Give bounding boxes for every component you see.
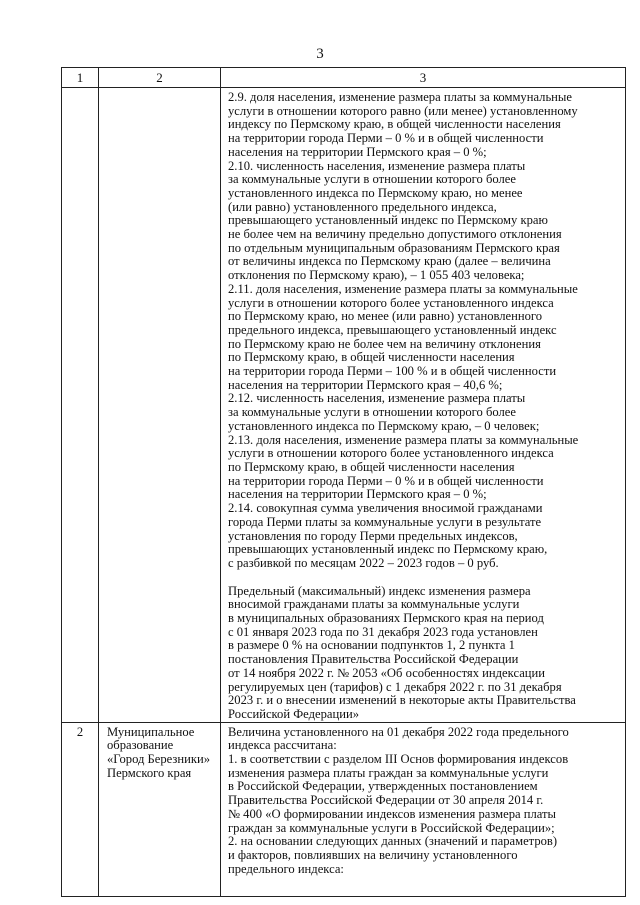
- row2-content-cell: [221, 722, 626, 896]
- region-line: Муниципальное: [107, 724, 195, 739]
- text-line: на территории города Перми – 0 % и в общей численности: [228, 131, 544, 146]
- text-line: постановления Правительства Российской Федерации: [228, 652, 519, 667]
- text-line: в муниципальных образованиях Пермского края на период: [228, 611, 544, 626]
- text-line: установленного индекса по Пермскому краю, – 0 человек;: [228, 418, 540, 433]
- row2-region-cell: [99, 722, 221, 896]
- text-line: в размере 0 % на основании подпунктов 1, 2 пункта 1: [228, 638, 515, 653]
- text-line: на территории города Перми – 0 % и в общей численности: [228, 473, 544, 488]
- text-line: по Пермскому краю не более чем на величину отклонения: [228, 336, 541, 351]
- text-line: не более чем на величину предельно допустимого отклонения: [228, 227, 562, 242]
- table-row: [62, 88, 626, 723]
- municipality-name: [107, 726, 216, 781]
- text-line: города Перми платы за коммунальные услуги в результате: [228, 514, 542, 529]
- row1-region-cell: [99, 88, 221, 723]
- text-line: предельного индекса:: [228, 861, 344, 876]
- text-line: 2.13. доля населения, изменение размера платы за коммунальные: [228, 432, 579, 447]
- text-line: установленного индекса по Пермскому краю, но менее: [228, 185, 523, 200]
- text-line: граждан за коммунальные услуги в Российской Федерации»;: [228, 820, 555, 835]
- text-line: Величина установленного на 01 декабря 2022 года предельного: [228, 724, 569, 739]
- text-line: превышающего установленный индекс по Пермскому краю: [228, 213, 548, 228]
- header-col-1: 1: [62, 68, 99, 88]
- text-line: 2.9. доля населения, изменение размера платы за коммунальные: [228, 90, 572, 104]
- text-line: Российской Федерации»: [228, 706, 359, 721]
- text-line: установления по городу Перми предельных индексов,: [228, 528, 518, 543]
- text-line: индекса рассчитана:: [228, 738, 337, 753]
- text-line: услуги в отношении которого более установленного индекса: [228, 295, 554, 310]
- document-table: [61, 67, 626, 897]
- text-line: превышающих установленный индекс по Пермскому краю,: [228, 542, 548, 557]
- text-line: 2. на основании следующих данных (значений и параметров): [228, 834, 558, 849]
- text-line: Правительства Российской Федерации от 30 апреля 2014 г.: [228, 793, 544, 808]
- text-line: за коммунальные услуги в отношении которого более: [228, 405, 516, 420]
- text-line: в Российской Федерации, утвержденных постановлением: [228, 779, 538, 794]
- text-line: 2.10. численность населения, изменение размера платы: [228, 158, 526, 173]
- row1-number-cell: [62, 88, 99, 723]
- text-line: 2.12. численность населения, изменение размера платы: [228, 391, 526, 406]
- text-line: от величины индекса по Пермскому краю (далее – величина: [228, 254, 551, 269]
- text-line: 1. в соответствии с разделом III Основ формирования индексов: [228, 752, 569, 767]
- row2-lines: [228, 726, 621, 877]
- text-line: по Пермскому краю, в общей численности населения: [228, 350, 515, 365]
- text-line: с разбивкой по месяцам 2022 – 2023 годов – 0 руб.: [228, 555, 499, 570]
- text-line: предельного индекса, превышающего установленный индекс: [228, 322, 557, 337]
- text-line: Предельный (максимальный) индекс изменения размера: [228, 583, 531, 598]
- text-line: по отдельным муниципальным образованиям Пермского края: [228, 240, 560, 255]
- region-line: образование: [107, 738, 174, 753]
- text-line: индексу по Пермскому краю, в общей численности населения: [228, 117, 561, 132]
- region-line: Пермского края: [107, 765, 192, 780]
- text-line: 2.14. совокупная сумма увеличения вносимой гражданами: [228, 501, 543, 516]
- table-header-row: [62, 68, 626, 88]
- text-line: регулируемых цен (тарифов) с 1 декабря 2022 г. по 31 декабря: [228, 679, 562, 694]
- region-line: «Город Березники»: [107, 752, 211, 767]
- text-line: № 400 «О формировании индексов изменения размера платы: [228, 806, 556, 821]
- text-line: вносимой гражданами платы за коммунальные услуги: [228, 597, 520, 612]
- text-line: отклонения по Пермскому краю), – 1 055 403 человека;: [228, 268, 525, 283]
- table-row: [62, 722, 626, 896]
- header-col-2: 2: [99, 68, 221, 88]
- text-line: и факторов, повлиявших на величину установленного: [228, 847, 518, 862]
- text-line: по Пермскому краю, в общей численности населения: [228, 459, 515, 474]
- text-line: (или равно) установленного предельного индекса,: [228, 199, 497, 214]
- text-line: на территории города Перми – 100 % и в общей численности: [228, 364, 557, 379]
- text-line: населения на территории Пермского края – 0 %;: [228, 144, 487, 159]
- text-line: от 14 ноября 2022 г. № 2053 «Об особенностях индексации: [228, 665, 546, 680]
- text-line: изменения размера платы граждан за коммунальные услуги: [228, 765, 549, 780]
- page-number: 3: [316, 46, 324, 62]
- text-line: с 01 января 2023 года по 31 декабря 2023 года установлен: [228, 624, 538, 639]
- row1-paragraph: [228, 585, 621, 722]
- text-line: населения на территории Пермского края – 40,6 %;: [228, 377, 503, 392]
- text-line: по Пермскому краю, но менее (или равно) установленного: [228, 309, 543, 324]
- row1-content-cell: [221, 88, 626, 723]
- text-line: за коммунальные услуги в отношении которого более: [228, 172, 516, 187]
- header-col-3: 3: [221, 68, 626, 88]
- text-line: населения на территории Пермского края – 0 %;: [228, 487, 487, 502]
- text-line: 2.11. доля населения, изменение размера платы за коммунальные: [228, 281, 578, 296]
- text-line: 2023 г. и о внесении изменений в некоторые акты Правительства: [228, 693, 576, 708]
- text-line: услуги в отношении которого более установленного индекса: [228, 446, 554, 461]
- row2-number: 2: [62, 722, 99, 896]
- row1-lines: [228, 91, 621, 571]
- text-line: услуги в отношении которого равно (или менее) установленному: [228, 103, 578, 118]
